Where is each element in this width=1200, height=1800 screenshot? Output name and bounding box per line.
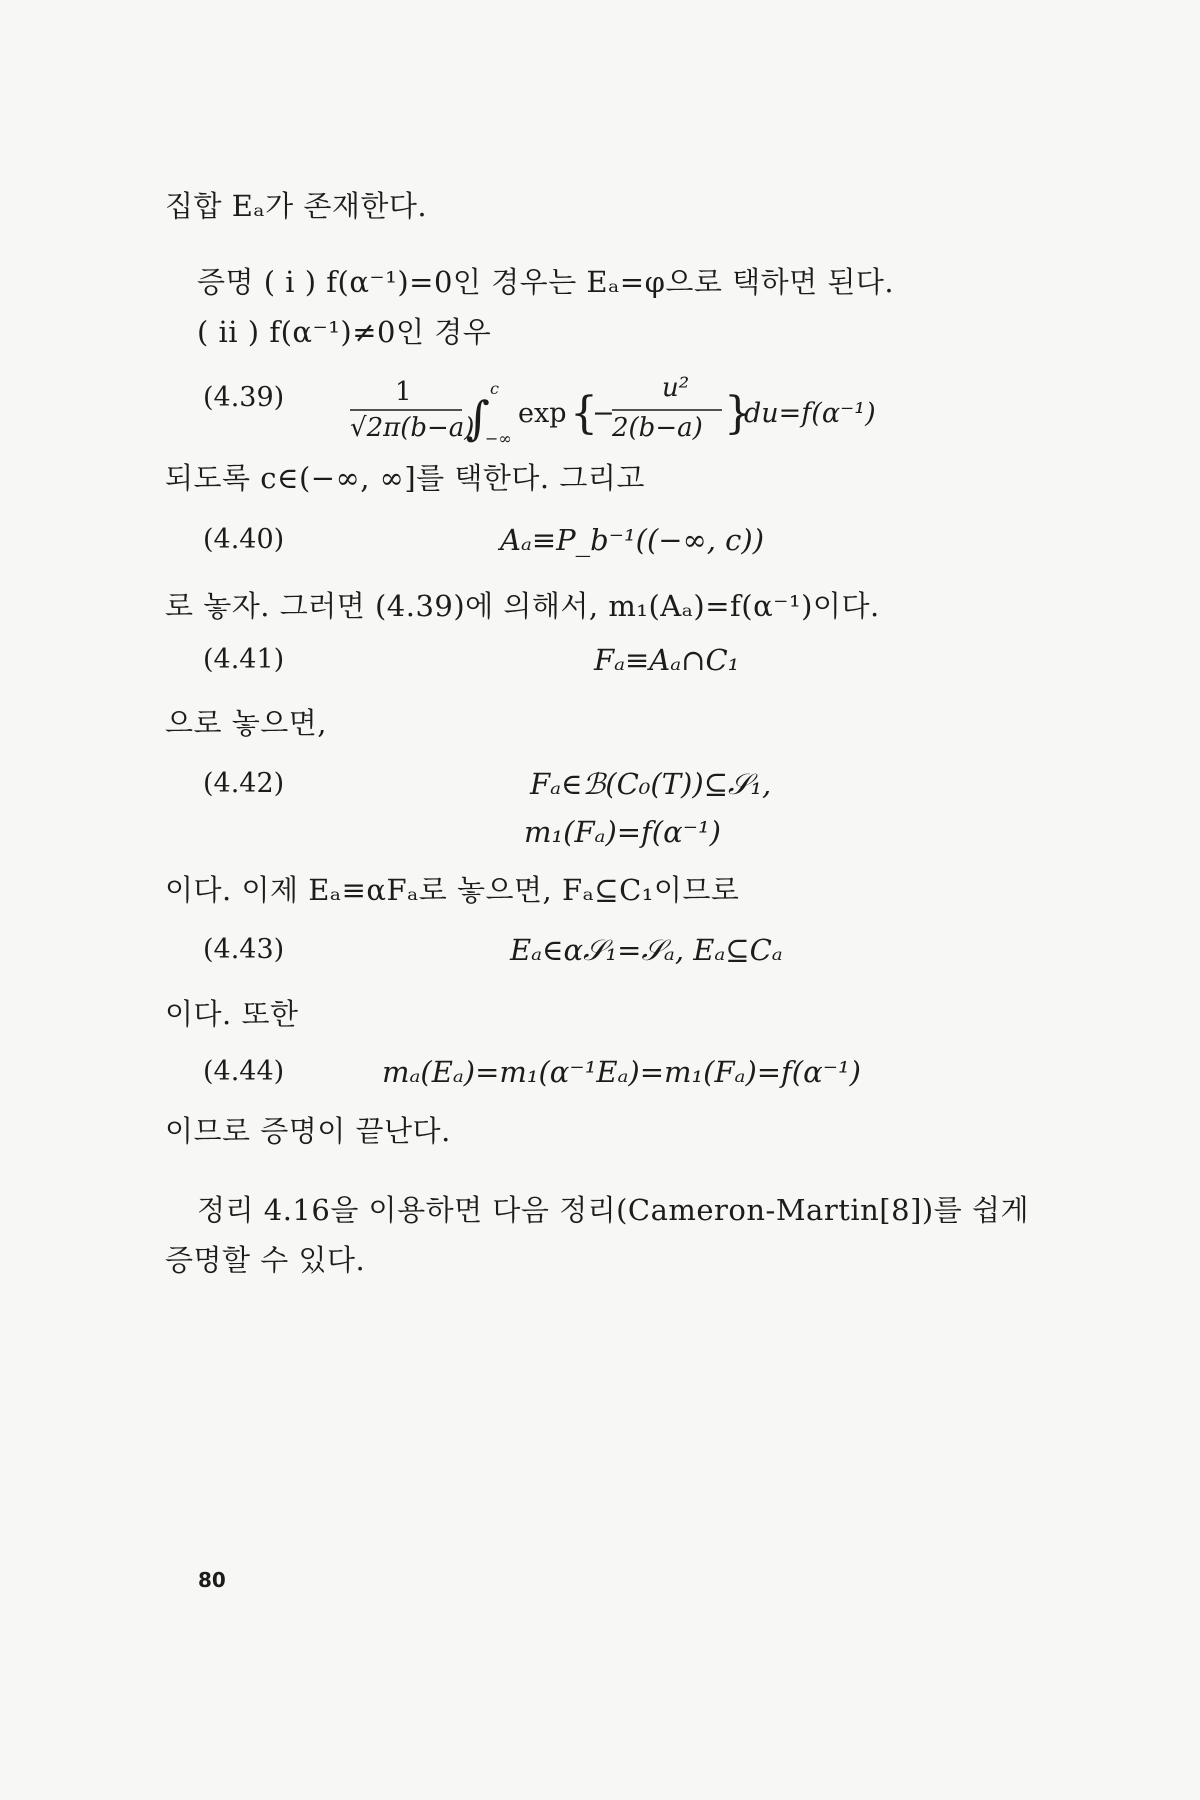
text-line-7: 이다. 이제 Eₐ≡αFₐ로 놓으면, Fₐ⊆C₁이므로: [165, 873, 740, 907]
equation-4-44: [0, 1052, 1200, 1112]
fraction-numerator: 1: [395, 377, 412, 407]
integral-sign: ∫: [466, 391, 490, 445]
integral-lower-limit: −∞: [485, 429, 512, 448]
integral-upper-limit: c: [490, 379, 499, 398]
text-line-5: 로 놓자. 그러면 (4.39)에 의해서, m₁(Aₐ)=f(α⁻¹)이다.: [165, 589, 880, 623]
equation-body: Eₐ∈α𝒮₁=𝒮ₐ, Eₐ⊆Cₐ: [510, 933, 783, 967]
minus-sign: −: [592, 398, 615, 429]
text-line-8: 이다. 또한: [165, 997, 299, 1031]
proof-case-ii: ( ii ) f(α⁻¹)≠0인 경우: [197, 315, 492, 349]
equation-tail: du=f(α⁻¹): [744, 398, 876, 429]
equation-label: (4.44): [203, 1056, 285, 1087]
equation-4-42-second-line: [0, 812, 1200, 872]
text-line-6: 으로 놓으면,: [165, 706, 328, 740]
equation-4-41: [0, 640, 1200, 700]
equation-label: (4.39): [203, 382, 285, 413]
inner-numerator: u²: [662, 373, 690, 403]
text-line-11: 증명할 수 있다.: [165, 1243, 366, 1277]
equation-label: (4.42): [203, 768, 285, 799]
equation-body: Fₐ≡Aₐ∩C₁: [594, 643, 740, 677]
equation-label: (4.41): [203, 644, 285, 675]
equation-body: Aₐ≡P_b⁻¹((−∞, c)): [500, 523, 765, 557]
inner-denominator: 2(b−a): [612, 413, 703, 443]
equation-label: (4.43): [203, 934, 285, 965]
right-brace: }: [724, 388, 752, 439]
equation-4-40: [0, 520, 1200, 580]
text-line-9: 이므로 증명이 끝난다.: [165, 1114, 451, 1148]
equation-4-43: [0, 930, 1200, 990]
text-line-4: 되도록 c∈(−∞, ∞]를 택한다. 그리고: [165, 461, 645, 495]
equation-label: (4.40): [203, 524, 285, 555]
equation-body-line-2: m₁(Fₐ)=f(α⁻¹): [524, 815, 721, 849]
left-brace: {: [570, 388, 598, 439]
text-line-1: 집합 Eₐ가 존재한다.: [165, 189, 428, 223]
exp-function: exp: [518, 398, 567, 429]
equation-body: Fₐ∈ℬ(C₀(T))⊆𝒮₁,: [530, 767, 772, 801]
proof-case-i: 증명 ( i ) f(α⁻¹)=0인 경우는 Eₐ=φ으로 택하면 된다.: [197, 265, 895, 299]
fraction-denominator: √2π(b−a): [350, 413, 475, 443]
equation-body: mₐ(Eₐ)=m₁(α⁻¹Eₐ)=m₁(Fₐ)=f(α⁻¹): [382, 1055, 861, 1089]
page-number: 80: [198, 1568, 226, 1592]
text-line-10: 정리 4.16을 이용하면 다음 정리(Cameron-Martin[8])를 쉽게: [197, 1193, 1029, 1227]
